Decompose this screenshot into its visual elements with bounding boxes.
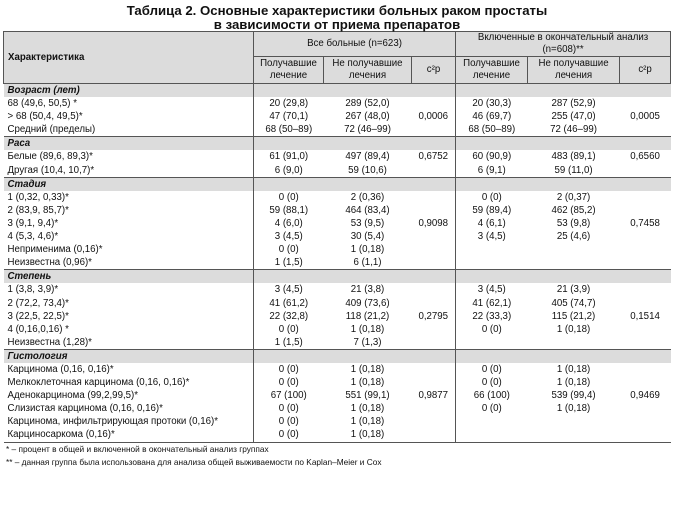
cell-not-received-inc: 53 (9,8) [556, 217, 591, 229]
table-title-line1: Таблица 2. Основные характеристики больных раком простаты [126, 3, 548, 18]
cell-not-received-all: 1 (0,18) [350, 416, 385, 428]
footnote-2: ** – данная группа была использована для анализа общей выживаемости по Kaplan–Meier и Cox [6, 456, 382, 467]
cell-received-all: 0 (0) [254, 428, 324, 442]
cell-chi-inc [620, 323, 671, 336]
header-not-received-inc: Не получавшие лечения [528, 57, 620, 84]
table-row [4, 415, 671, 428]
cell-chi-inc: 0,7458 [630, 217, 660, 229]
section-name: Гистология [4, 349, 254, 363]
cell-chi-inc: 0,9469 [630, 390, 660, 402]
row-label: Средний (пределы) [4, 123, 254, 137]
cell-not-received-inc: 255 (47,0) [551, 111, 596, 123]
cell-received-inc: 4 (6,1) [477, 217, 506, 229]
row-label: Аденокарцинома (99,2,99,5)* [4, 389, 254, 402]
cell-not-received-all: 497 (89,4) [345, 151, 390, 163]
cell-received-all: 4 (6,0) [274, 217, 303, 229]
row-label: Другая (10,4, 10,7)* [4, 164, 254, 178]
cell-received-inc: 46 (69,7) [472, 111, 512, 123]
cell-not-received-inc: 59 (11,0) [554, 164, 593, 176]
cell-not-received-inc [528, 428, 620, 442]
table-row [4, 310, 671, 323]
table-row [4, 256, 671, 270]
row-label: 1 (3,8, 3,9)* [4, 283, 254, 296]
cell-chi-all [412, 204, 456, 217]
cell-chi-inc [620, 230, 671, 243]
header-all-patients: Все больные (n=623) [254, 32, 456, 57]
cell-not-received-all: 59 (10,6) [348, 164, 387, 176]
table-row [4, 283, 671, 296]
cell-received-all: 0 (0) [278, 416, 299, 428]
row-label: 3 (22,5, 22,5)* [4, 310, 254, 323]
header-included: Включенные в окончательный анализ (n=608)** [456, 32, 671, 57]
cell-received-inc: 6 (9,1) [477, 164, 506, 176]
cell-chi-all [412, 323, 456, 336]
cell-not-received-all: 1 (0,18) [350, 323, 385, 335]
cell-not-received-all: 1 (0,18) [324, 428, 412, 442]
cell-not-received-inc: 405 (74,7) [551, 297, 596, 309]
cell-received-all: 1 (1,5) [274, 336, 303, 348]
cell-received-inc [456, 336, 528, 350]
cell-received-inc: 0 (0) [481, 363, 502, 375]
cell-chi-inc [620, 415, 671, 428]
cell-not-received-all: 1 (0,18) [350, 377, 385, 389]
cell-chi-inc [620, 256, 671, 270]
cell-received-inc: 66 (100) [473, 390, 510, 402]
cell-not-received-inc: 72 (46–99) [550, 124, 597, 136]
row-label: Белые (89,6, 89,3)* [4, 150, 254, 163]
table-row [4, 297, 671, 310]
cell-received-all: 0 (0) [278, 323, 299, 335]
cell-received-inc: 0 (0) [481, 403, 502, 415]
footnotes [0, 443, 674, 469]
cell-received-all: 3 (4,5) [274, 231, 303, 243]
cell-not-received-inc: 287 (52,9) [551, 98, 596, 110]
row-label: Неизвестна (0,96)* [4, 256, 254, 270]
cell-received-inc: 3 (4,5) [477, 284, 506, 296]
cell-chi-inc [620, 297, 671, 310]
cell-received-all: 61 (91,0) [269, 151, 309, 163]
cell-chi-all [412, 402, 456, 415]
cell-chi-inc: 0,6560 [630, 151, 660, 163]
table-row [4, 389, 671, 402]
cell-chi-all [412, 336, 456, 350]
cell-chi-inc [620, 164, 671, 178]
cell-chi-all [412, 376, 456, 389]
cell-chi-all [412, 363, 456, 376]
cell-chi-inc [620, 204, 671, 217]
row-label: Мелкоклеточная карцинома (0,16, 0,16)* [4, 376, 254, 389]
table-row [4, 204, 671, 217]
table-row [4, 217, 671, 230]
cell-not-received-all: 409 (73,6) [345, 297, 390, 309]
cell-not-received-all: 267 (48,0) [345, 111, 390, 123]
section-histology [4, 349, 671, 363]
row-label: 2 (83,9, 85,7)* [4, 204, 254, 217]
cell-chi-inc: 0,0005 [630, 111, 660, 123]
cell-received-all: 1 (1,5) [274, 257, 303, 269]
cell-chi-all [412, 97, 456, 110]
header-not-received-all: Не получавшие лечения [324, 57, 412, 84]
cell-chi-all [412, 283, 456, 296]
table-title-line2: в зависимости от приема препаратов [213, 17, 461, 32]
cell-not-received-inc [528, 243, 620, 256]
cell-not-received-all: 21 (3,8) [350, 284, 385, 296]
cell-chi-all [412, 297, 456, 310]
cell-not-received-all: 1 (0,18) [350, 403, 385, 415]
cell-not-received-inc: 462 (85,2) [551, 204, 596, 216]
row-label: Карциносаркома (0,16)* [4, 428, 254, 442]
section-stage [4, 177, 671, 191]
cell-not-received-all: 2 (0,36) [350, 191, 385, 203]
cell-received-all: 3 (4,5) [274, 284, 303, 296]
cell-received-all: 20 (29,8) [269, 98, 309, 110]
cell-received-inc [456, 415, 528, 428]
cell-received-inc: 60 (90,9) [472, 151, 512, 163]
table-row [4, 123, 671, 137]
cell-not-received-all: 7 (1,3) [353, 336, 382, 348]
cell-chi-all [412, 428, 456, 442]
cell-not-received-inc [528, 336, 620, 350]
cell-not-received-all: 6 (1,1) [353, 257, 382, 269]
section-name: Степень [4, 270, 254, 284]
table-row [4, 363, 671, 376]
cell-received-inc [456, 256, 528, 270]
cell-chi-inc [620, 123, 671, 137]
cell-not-received-inc: 1 (0,18) [556, 363, 591, 375]
cell-received-inc: 3 (4,5) [477, 231, 506, 243]
cell-received-inc: 0 (0) [481, 323, 502, 335]
cell-received-all: 59 (88,1) [269, 204, 309, 216]
cell-received-all: 0 (0) [278, 377, 299, 389]
table-row [4, 402, 671, 415]
cell-chi-all [412, 415, 456, 428]
cell-not-received-inc: 483 (89,1) [551, 151, 596, 163]
cell-received-all: 0 (0) [278, 363, 299, 375]
cell-not-received-inc [528, 256, 620, 270]
cell-received-all: 6 (9,0) [274, 164, 303, 176]
table-row [4, 191, 671, 204]
cell-chi-inc [620, 283, 671, 296]
cell-received-inc [456, 428, 528, 442]
cell-not-received-inc: 539 (99,4) [551, 390, 596, 402]
row-label: Карцинома, инфильтрирующая протоки (0,16)* [4, 415, 254, 428]
cell-chi-all: 0,6752 [412, 150, 456, 163]
cell-not-received-all: 1 (0,18) [350, 363, 385, 375]
cell-received-all: 68 (50–89) [265, 124, 313, 136]
section-name: Раса [4, 137, 254, 151]
cell-not-received-all: 118 (21,2) [345, 310, 390, 322]
cell-not-received-all: 72 (46–99) [344, 124, 391, 136]
header-received-all: Получавшие лечение [254, 57, 324, 84]
cell-received-all: 22 (32,8) [269, 310, 309, 322]
cell-not-received-all: 289 (52,0) [345, 98, 390, 110]
cell-chi-all [412, 123, 456, 137]
section-grade [4, 270, 671, 284]
cell-chi-all: 0,9098 [412, 217, 456, 230]
table-row [4, 150, 671, 163]
cell-chi-inc [620, 191, 671, 204]
cell-received-inc: 59 (89,4) [472, 204, 512, 216]
cell-not-received-all: 1 (0,18) [350, 244, 385, 256]
cell-chi-inc [620, 376, 671, 389]
row-label: Карцинома (0,16, 0,16)* [4, 363, 254, 376]
cell-received-inc: 0 (0) [481, 377, 502, 389]
row-label: 4 (5,3, 4,6)* [4, 230, 254, 243]
cell-received-all: 0 (0) [278, 244, 299, 256]
cell-not-received-inc: 21 (3,9) [556, 284, 591, 296]
cell-received-inc: 20 (30,3) [472, 98, 512, 110]
section-name: Стадия [4, 177, 254, 191]
cell-not-received-inc: 2 (0,37) [556, 191, 591, 203]
header-chi-all: c²p [412, 57, 456, 84]
cell-chi-inc [620, 363, 671, 376]
table-row [4, 164, 671, 178]
cell-chi-inc: 0,1514 [630, 310, 660, 322]
cell-chi-all [412, 191, 456, 204]
cell-not-received-all: 53 (9,5) [350, 217, 385, 229]
row-label: Слизистая карцинома (0,16, 0,16)* [4, 402, 254, 415]
cell-not-received-inc: 1 (0,18) [556, 323, 591, 335]
header-characteristic: Характеристика [4, 32, 254, 84]
cell-received-inc: 68 (50–89) [468, 124, 516, 136]
table-title [0, 0, 674, 31]
section-age [4, 84, 671, 98]
cell-not-received-inc: 25 (4,6) [556, 231, 591, 243]
table-row [4, 97, 671, 110]
table-row [4, 336, 671, 350]
section-name: Возраст (лет) [4, 84, 254, 98]
section-race [4, 137, 671, 151]
row-label: 1 (0,32, 0,33)* [4, 191, 254, 204]
table-row [4, 110, 671, 123]
table-row [4, 376, 671, 389]
cell-chi-inc [620, 243, 671, 256]
cell-chi-all [412, 164, 456, 178]
cell-not-received-inc: 115 (21,2) [551, 310, 596, 322]
cell-chi-all [412, 256, 456, 270]
cell-chi-all: 0,9877 [412, 389, 456, 402]
cell-not-received-all: 464 (83,4) [345, 204, 390, 216]
table-row [4, 323, 671, 336]
header-row-1 [4, 32, 671, 57]
table-row [4, 428, 671, 442]
row-label: Неприменима (0,16)* [4, 243, 254, 256]
table-row [4, 243, 671, 256]
cell-not-received-inc: 1 (0,18) [556, 377, 591, 389]
cell-received-all: 67 (100) [270, 390, 307, 402]
cell-chi-inc [620, 97, 671, 110]
cell-not-received-all: 551 (99,1) [345, 390, 390, 402]
cell-not-received-all: 30 (5,4) [350, 231, 385, 243]
table-row [4, 230, 671, 243]
row-label: 4 (0,16,0,16) * [4, 323, 254, 336]
cell-received-all: 41 (61,2) [269, 297, 309, 309]
cell-received-all: 0 (0) [278, 403, 299, 415]
cell-received-all: 0 (0) [278, 191, 299, 203]
cell-chi-all [412, 230, 456, 243]
cell-chi-all: 0,2795 [412, 310, 456, 323]
row-label: 2 (72,2, 73,4)* [4, 297, 254, 310]
row-label: > 68 (50,4, 49,5)* [4, 110, 254, 123]
cell-chi-all [412, 243, 456, 256]
cell-received-inc [456, 243, 528, 256]
cell-not-received-inc [528, 415, 620, 428]
characteristics-table [3, 31, 671, 443]
row-label: 3 (9,1, 9,4)* [4, 217, 254, 230]
row-label: Неизвестна (1,28)* [4, 336, 254, 350]
header-received-inc: Получавшие лечение [456, 57, 528, 84]
cell-chi-inc [620, 402, 671, 415]
cell-not-received-inc: 1 (0,18) [556, 403, 591, 415]
cell-chi-inc [620, 336, 671, 350]
cell-chi-all: 0,0006 [412, 110, 456, 123]
cell-chi-inc [620, 428, 671, 442]
cell-received-inc: 22 (33,3) [472, 310, 512, 322]
cell-received-inc: 0 (0) [481, 191, 502, 203]
cell-received-all: 47 (70,1) [269, 111, 309, 123]
row-label: 68 (49,6, 50,5) * [4, 97, 254, 110]
cell-received-inc: 41 (62,1) [472, 297, 512, 309]
footnote-1: * – процент в общей и включенной в окончательный анализ группах [6, 443, 269, 454]
header-chi-inc: c²p [620, 57, 671, 84]
